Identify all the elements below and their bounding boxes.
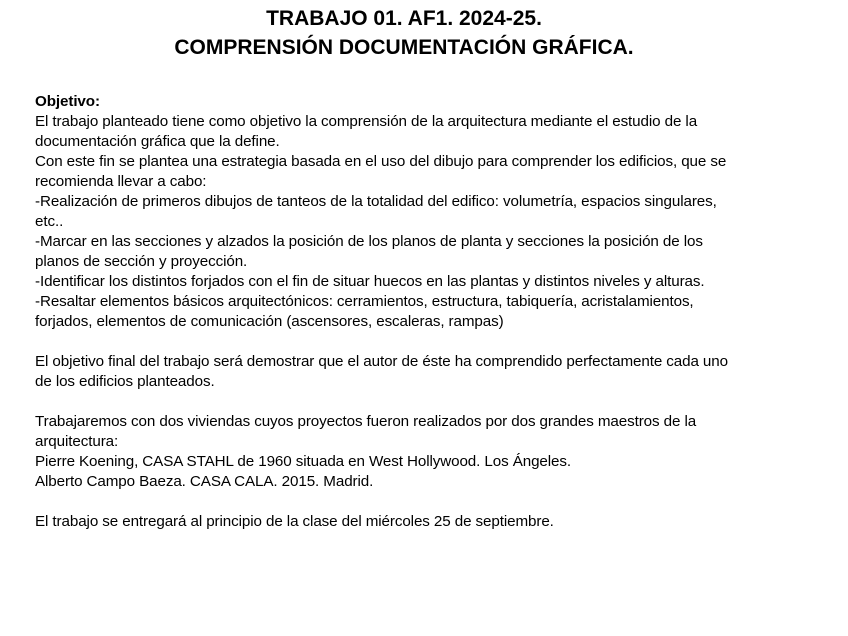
paragraph-line: de los edificios planteados. [35,373,215,390]
paragraph-line: documentación gráfica que la define. [35,133,280,150]
list-item-line: -Resaltar elementos básicos arquitectónicos: cerramientos, estructura, tabiquería, acristalamientos, [35,293,694,310]
list-item-line: -Marcar en las secciones y alzados la posición de los planos de planta y secciones la posición de los [35,233,703,250]
paragraph-spacer [35,392,815,412]
houses-section [35,412,815,492]
document-title: TRABAJO 01. AF1. 2024-25. [266,7,542,30]
objective-heading: Objetivo: [35,93,100,110]
list-item-line: -Identificar los distintos forjados con el fin de situar huecos en las plantas y distintos niveles y alturas. [35,273,705,290]
final-goal-section [35,352,815,392]
document-subtitle: COMPRENSIÓN DOCUMENTACIÓN GRÁFICA. [174,36,634,59]
delivery-section [35,512,815,532]
list-item-line: forjados, elementos de comunicación (ascensores, escaleras, rampas) [35,313,504,330]
paragraph-spacer [35,332,815,352]
paragraph-line: recomienda llevar a cabo: [35,173,207,190]
list-item-line: etc.. [35,213,64,230]
list-item-line: planos de sección y proyección. [35,253,248,270]
paragraph-line: Trabajaremos con dos viviendas cuyos proyectos fueron realizados por dos grandes maestros de la [35,413,697,430]
paragraph-line: El trabajo planteado tiene como objetivo la comprensión de la arquitectura mediante el estudio de la [35,113,698,130]
paragraph-line: El objetivo final del trabajo será demostrar que el autor de éste ha comprendido perfectamente cada uno [35,353,728,370]
document-body [35,92,815,532]
house-entry: Alberto Campo Baeza. CASA CALA. 2015. Madrid. [35,473,374,490]
house-entry: Pierre Koening, CASA STAHL de 1960 situada en West Hollywood. Los Ángeles. [35,453,572,470]
paragraph-spacer [35,492,815,512]
paragraph-line: arquitectura: [35,433,119,450]
list-item-line: -Realización de primeros dibujos de tanteos de la totalidad del edifico: volumetría, espacios singulares, [35,193,717,210]
objective-section [35,92,815,332]
paragraph-line: Con este fin se plantea una estrategia basada en el uso del dibujo para comprender los edificios, que se [35,153,727,170]
delivery-line: El trabajo se entregará al principio de la clase del miércoles 25 de septiembre. [35,513,554,530]
